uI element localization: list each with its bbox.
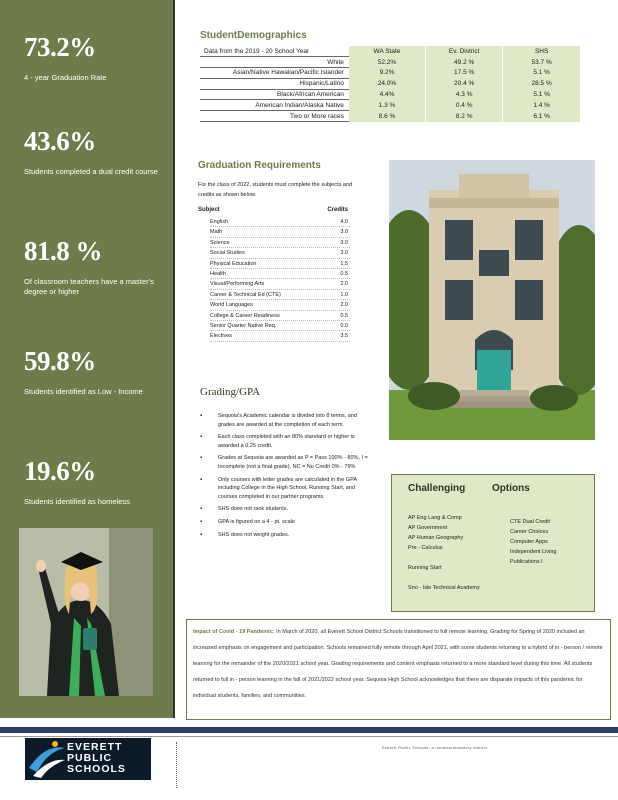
cell: 52.2% xyxy=(348,57,425,68)
graduate-photo xyxy=(19,528,153,696)
list-item: ▪ Sequoia's Academic calendar is divided into 8 terms, and grades are awarded at the completion of each term. xyxy=(200,412,370,429)
list-item: Pre - Calculus xyxy=(408,545,443,551)
table-header-row xyxy=(200,46,580,57)
subject-name: Science xyxy=(210,239,230,246)
subject-credits: 3.0 xyxy=(340,239,348,246)
subject-credits: 3.0 xyxy=(340,250,348,257)
row-label: White xyxy=(200,57,348,68)
cell: 0.4 % xyxy=(426,100,503,111)
stat-value: 81.8 % xyxy=(24,236,102,266)
stat-value: 43.6% xyxy=(24,126,96,156)
logo-swoosh-icon xyxy=(27,738,67,780)
cell: 6.1 % xyxy=(503,111,580,122)
list-item: AP Government xyxy=(408,525,448,531)
list-item: ▪ Only courses with letter grades are calculated in the GPA including College in the High School, Running Start, and courses completed in our partner programs. xyxy=(200,476,370,502)
footer-bar xyxy=(0,727,618,733)
subject-credits: 2.0 xyxy=(340,281,348,288)
graduate-illustration xyxy=(19,528,153,696)
row-label: Hispanic/Latino xyxy=(200,78,348,89)
list-item xyxy=(210,238,350,248)
table-row xyxy=(200,78,580,89)
covid-text: In March of 2020, all Everett School District Schools transitioned to full remote learning. Grading for Spring of 2020 included an increased emphasis on engagement and participation. Schools remained fully remote through April 2021, with some students returning to a hybrid of in - person / remote learning for the remainder of the 2020/2021 school year. Grading requirements and content emphasis returned to a more standard level during this time. All students returned to full in - person learning in the fall of 2021/2022 school year. Sequoia High School acknowledges that there are disparate impacts of this pandemic for individual students, families, and communities. xyxy=(193,629,603,699)
list-item: Computer Apps xyxy=(510,539,548,545)
graduation-intro: For the class of 2022, students must complete the subjects and credits as shown below. xyxy=(198,182,353,198)
logo-text xyxy=(67,742,126,775)
subject-name: Senior Quarter Native Req. xyxy=(210,322,277,329)
column-header: SHS xyxy=(503,46,580,57)
subject-header: Subject xyxy=(198,207,220,213)
subject-name: Visual/Performing Arts xyxy=(210,281,265,288)
stat-value: 19.6% xyxy=(24,456,96,486)
everett-public-schools-logo xyxy=(25,738,151,780)
demographics-table xyxy=(200,46,580,122)
stat-value: 59.8% xyxy=(24,346,96,376)
list-item xyxy=(408,553,508,563)
cell: 1.4 % xyxy=(503,100,580,111)
grading-list xyxy=(200,412,370,543)
column-header: WA State xyxy=(348,46,425,57)
list-item: Career Choices xyxy=(510,529,549,535)
list-item xyxy=(210,331,350,341)
logo-line: PUBLIC xyxy=(67,752,113,764)
list-item: AP Eng Lang & Comp xyxy=(408,515,462,521)
subject-credits: 0.5 xyxy=(340,312,348,319)
cell: 9.2% xyxy=(348,68,425,79)
school-building-photo xyxy=(389,160,595,440)
subject-name: World Languages xyxy=(210,302,254,309)
stat-dual-credit xyxy=(24,126,164,177)
list-item: ▪ SHS does not rank students. xyxy=(200,505,370,514)
row-label: American Indian/Alaska Native xyxy=(200,100,348,111)
list-item: AP Human Geography xyxy=(408,535,464,541)
stat-low-income xyxy=(24,346,164,397)
table-row xyxy=(200,89,580,100)
stats-sidebar xyxy=(0,0,175,718)
subject-name: Electives xyxy=(210,333,233,340)
row-label: Black/African American xyxy=(200,89,348,100)
list-item xyxy=(408,573,508,583)
footer-divider xyxy=(0,736,618,737)
subject-credits: 2.0 xyxy=(340,302,348,309)
cell: 8.2 % xyxy=(426,111,503,122)
list-item: Publications I xyxy=(510,559,543,565)
subject-name: English xyxy=(210,219,229,225)
stat-masters-degree xyxy=(24,236,164,297)
cell: 17.5 % xyxy=(426,68,503,79)
subject-name: Career & Technical Ed (CTE) xyxy=(210,291,281,298)
list-item: ▪ Each class completed with an 80% standard or higher is awarded a 0.25 credit. xyxy=(200,433,370,450)
cell: 5.1 % xyxy=(503,89,580,100)
table-row xyxy=(200,68,580,79)
demographics-title: StudentDemographics xyxy=(200,30,307,41)
subject-credits: 3.0 xyxy=(340,229,348,236)
challenging-options-box xyxy=(391,474,595,612)
table-row xyxy=(200,100,580,111)
subject-credits: 0.0 xyxy=(340,322,348,329)
graduation-title: Graduation Requirements xyxy=(198,160,321,171)
footer-dotted-divider xyxy=(176,742,177,788)
options-title-left: Challenging xyxy=(408,483,466,494)
cell: 8.6 % xyxy=(348,111,425,122)
cell: 53.7 % xyxy=(503,57,580,68)
list-item: ▪ Grades at Sequoia are awarded as P = Pass 100% - 80%, I = Incomplete (not a final grade), NC = No Credit 0% - 79% xyxy=(200,454,370,471)
stat-label: Students completed a dual credit course xyxy=(24,167,158,176)
list-item: ▪ SHS does not weight grades. xyxy=(200,531,370,540)
cell: 24.0% xyxy=(348,78,425,89)
school-building-illustration xyxy=(389,160,595,440)
cell: 28.5 % xyxy=(503,78,580,89)
stat-label: Students identified as Low - Income xyxy=(24,387,143,396)
subject-name: Physical Education xyxy=(210,260,257,267)
table-row xyxy=(200,57,580,68)
list-item: CTE Dual Credit xyxy=(510,519,551,525)
options-title-right: Options xyxy=(492,483,530,494)
list-item xyxy=(210,217,350,227)
list-item: Independent Living xyxy=(510,549,557,555)
row-label: Two or More races xyxy=(200,111,348,122)
cell: 5.1 % xyxy=(503,68,580,79)
options-left-list xyxy=(408,513,508,593)
subject-name: Math xyxy=(210,229,223,236)
column-header: Ev. District xyxy=(426,46,503,57)
list-item xyxy=(210,321,350,331)
list-item xyxy=(210,227,350,237)
list-item xyxy=(210,248,350,258)
stat-label: Of classroom teachers have a master's degree or higher xyxy=(24,277,154,296)
table-caption: Data from the 2019 - 20 School Year xyxy=(200,46,348,57)
logo-line: EVERETT xyxy=(67,741,123,753)
covid-heading: Impact of Covid - 19 Pandemic: xyxy=(193,629,275,635)
subject-credits: 0.5 xyxy=(340,270,348,277)
list-item xyxy=(210,290,350,300)
list-item xyxy=(210,279,350,289)
subject-credits: 1.5 xyxy=(340,260,348,267)
list-item xyxy=(210,311,350,321)
options-right-list xyxy=(510,517,594,567)
covid-impact-box xyxy=(186,619,611,720)
subject-credits: 3.5 xyxy=(340,333,348,340)
list-item: ▪ GPA is figured on a 4 - pt. scale xyxy=(200,518,370,527)
subject-name: Health xyxy=(210,270,226,277)
subject-credits: 4.0 xyxy=(340,219,348,225)
list-item xyxy=(210,269,350,279)
stat-value: 73.2% xyxy=(24,32,96,62)
list-item: Sno - Isle Technical Academy xyxy=(408,585,480,591)
stat-homeless xyxy=(24,456,164,507)
grading-title: Grading/GPA xyxy=(200,386,261,398)
stat-label: Students identified as homeless xyxy=(24,497,130,506)
cell: 49.2 % xyxy=(426,57,503,68)
graduation-header xyxy=(198,207,348,213)
list-item xyxy=(210,259,350,269)
subject-name: Social Studies xyxy=(210,250,245,257)
graduation-subject-list xyxy=(210,217,350,342)
subject-credits: 1.0 xyxy=(340,291,348,298)
list-item xyxy=(210,300,350,310)
subject-name: College & Career Readiness xyxy=(210,312,280,319)
cell: 4.3 % xyxy=(426,89,503,100)
logo-line: SCHOOLS xyxy=(67,763,126,775)
stat-label: 4 - year Graduation Rate xyxy=(24,73,107,82)
stat-graduation-rate xyxy=(24,32,164,83)
cell: 1.3 % xyxy=(348,100,425,111)
credits-header: Credits xyxy=(327,207,348,213)
row-label: Asian/Native Hawaiian/Pacific Islander xyxy=(200,68,348,79)
cell: 20.4 % xyxy=(426,78,503,89)
list-item: Running Start xyxy=(408,565,442,571)
cell: 4.4% xyxy=(348,89,425,100)
footer-note: Everett Public Schools, a nondiscriminatory district xyxy=(382,745,488,750)
table-row xyxy=(200,111,580,122)
